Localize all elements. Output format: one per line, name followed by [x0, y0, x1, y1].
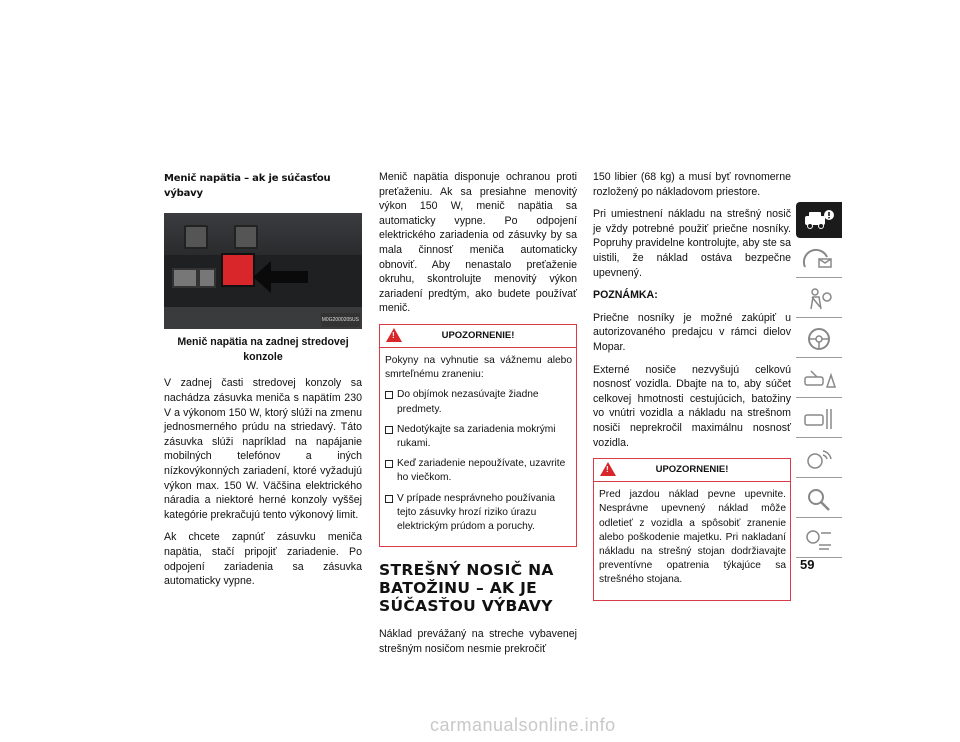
- paragraph: Ak chcete zapnúť zásuvku meniča napätia, stačí pripojiť zariadenie. Po odpojení zariadenia sa zásuvka automaticky vypne.: [164, 531, 362, 588]
- paragraph: Pri umiestnení nákladu na strešný nosič je vždy potrebné použiť priečne nosníky. Popruhy pravidelne kontrolujte, aby ste sa uistili, že náklad ostáva bezpečne upevnený.: [593, 208, 791, 279]
- chapter-heading: STREŠNÝ NOSIČ NA BATOŽINU – AK JE SÚČASŤOU VÝBAVY: [379, 561, 554, 616]
- column-2: [379, 170, 577, 664]
- warning-title: UPOZORNENIE!: [441, 329, 515, 341]
- car-breakdown-icon: [801, 365, 837, 393]
- checkbox-bullet-icon: [385, 426, 393, 434]
- column-1: [164, 172, 362, 597]
- list-item: Do objímok nezasúvajte žiadne predmety.: [385, 388, 572, 416]
- checkbox-bullet-icon: [385, 460, 393, 468]
- usb-port: [172, 268, 198, 288]
- note-title: POZNÁMKA:: [593, 289, 658, 302]
- list-item: V prípade nesprávneho používania tejto zásuvky hrozí riziko úrazu elektrickým prúdom a poruchy.: [385, 492, 572, 535]
- list-item: Nedotýkajte sa zariadenia mokrými rukami.: [385, 423, 572, 451]
- magnifier-icon: [801, 485, 837, 513]
- power-inverter-outlet: [221, 253, 255, 287]
- dashboard-message-icon: [801, 245, 837, 273]
- warning-text: Pred jazdou náklad pevne upevnite. Nesprávne upevnený náklad môže odletieť z vozidla a spôsobiť zranenie alebo poškodenie majetku. Pri nakladaní nákladu na strešný stojan dodržiavajte preventívne opatrenia týkajúce sa strešného stojana.: [599, 489, 786, 586]
- tab-safety[interactable]: [796, 281, 842, 318]
- chapter-tabs: [796, 202, 842, 561]
- warning-box: ! UPOZORNENIE! Pred jazdou náklad pevne upevnite. Nesprávne upevnený náklad môže odletieť z vozidla a spôsobiť zranenie alebo poškodenie majetku. Pri nakladaní nákladu na strešný stojan dodržiavajte preventívne opatrenia týkajúce sa strešného stojana.: [593, 458, 791, 600]
- paragraph: Externé nosiče nezvyšujú celkovú nosnosť vozidla. Dbajte na to, aby súčet celkovej hmotnosti cestujúcich, batožiny vo vnútri vozidla a nákladu na strešnom nosiči neprekročil maximálnu nosnosť vozidla.: [593, 363, 791, 449]
- car-service-tools-icon: [801, 405, 837, 433]
- warning-title: UPOZORNENIE!: [655, 464, 729, 476]
- tab-multimedia[interactable]: [796, 441, 842, 478]
- paragraph: Menič napätia disponuje ochranou proti preťaženiu. Ak sa presiahne menovitý výkon 150 W, menič napätia sa automaticky vypne. Po odpojení elektrického zariadenia od zásuvky by sa mala činnosť meniča automaticky obnoviť. Aby nenastalo preťaženie okruhu, skontrolujte menovitý výkon zariadení predtým, ako budete používať menič.: [379, 171, 577, 315]
- seatbelt-airbag-icon: [801, 285, 837, 313]
- paragraph: V zadnej časti stredovej konzoly sa nachádza zásuvka meniča s napätím 230 V a výkonom 150 W, ktorý slúži na zmenu jednosmerného prúdu na striedavý. Táto zásuvka slúži napríklad na napájanie mobilných telefónov a iných nízkovýkonných zariadení, ktoré vyžadujú výkon max. 150 W. Väčšina elektrického náradia a niektoré herné konzoly vyššej kategórie prekračujú tento výkonový limit.: [164, 377, 362, 521]
- paragraph: 150 libier (68 kg) a musí byť rovnomerne rozložený po nákladovom priestore.: [593, 171, 791, 198]
- tab-getting-to-know-vehicle[interactable]: [796, 202, 842, 238]
- multimedia-icon: [801, 445, 837, 473]
- car-info-icon: [801, 206, 837, 234]
- watermark: carmanualsonline.info: [430, 715, 616, 735]
- figure-code: M0G2000205US: [321, 313, 360, 328]
- warning-box: ! UPOZORNENIE! Pokyny na vyhnutie sa vážnemu alebo smrteľnému zraneniu: Do objímok nezasúvajte žiadne predmety. Nedotýkajte sa zariadenia mokrými rukami. Keď zariadenie nepoužívate, uzavrite ho viečkom. V prípade nesprávneho používania tejto zásuvky hrozí riziko úrazu elektrickým prúdom a poruchy.: [379, 324, 577, 547]
- figure-caption: Menič napätia na zadnej stredovej konzole: [177, 336, 349, 363]
- usb-c-port: [198, 268, 216, 288]
- tab-instrument-panel[interactable]: [796, 241, 842, 278]
- tab-starting-operating[interactable]: [796, 321, 842, 358]
- page-number: 59: [800, 557, 815, 572]
- paragraph: Náklad prevážaný na streche vybavenej strešným nosičom nesmie prekročiť: [379, 628, 577, 655]
- seat-heater-button-right: [234, 225, 258, 249]
- steering-wheel-icon: [801, 325, 837, 353]
- tab-servicing[interactable]: [796, 401, 842, 438]
- index-icon: [801, 525, 837, 553]
- warning-intro: Pokyny na vyhnutie sa vážnemu alebo smrteľnému zraneniu:: [385, 354, 572, 381]
- tab-index[interactable]: [796, 521, 842, 558]
- console-photo: [164, 213, 362, 329]
- section-title: Menič napätia – ak je súčasťou výbavy: [164, 173, 331, 199]
- tab-emergency[interactable]: [796, 361, 842, 398]
- checkbox-bullet-icon: [385, 495, 393, 503]
- column-3: [593, 170, 791, 613]
- list-item: Keď zariadenie nepoužívate, uzavrite ho viečkom.: [385, 457, 572, 485]
- tab-search[interactable]: [796, 481, 842, 518]
- checkbox-bullet-icon: [385, 391, 393, 399]
- note-text: Priečne nosníky je možné zakúpiť u autorizovaného predajcu v rámci dielov Mopar.: [593, 311, 791, 353]
- seat-heater-button-left: [184, 225, 208, 249]
